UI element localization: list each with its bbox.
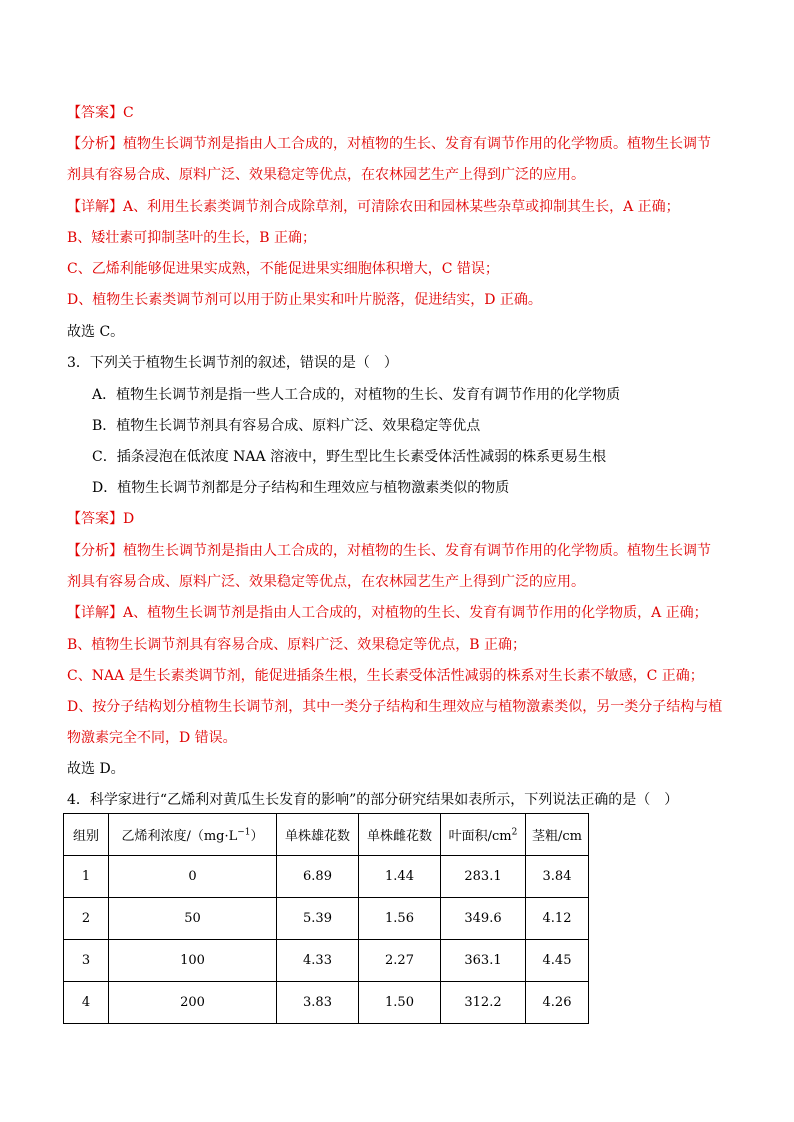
option-a: A．植物生长调节剂是指一些人工合成的，对植物的生长、发育有调节作用的化学物质 xyxy=(92,387,621,403)
header-concentration-exponent: −1 xyxy=(237,827,251,838)
header-leaf-area xyxy=(441,814,526,856)
detail-line: B、植物生长调节剂具有容易合成、原料广泛、效果稳定等优点，B 正确； xyxy=(67,637,527,653)
table-cell: 50 xyxy=(109,898,277,940)
table-cell: 0 xyxy=(109,856,277,898)
table-row xyxy=(64,982,589,1024)
header-concentration-close: ） xyxy=(250,829,264,844)
table-cell: 4.33 xyxy=(277,940,359,982)
table-cell: 6.89 xyxy=(277,856,359,898)
option-d: D．植物生长调节剂都是分子结构和生理效应与植物激素类似的物质 xyxy=(92,480,510,496)
table-row xyxy=(64,940,589,982)
option-b: B．植物生长调节剂具有容易合成、原料广泛、效果稳定等优点 xyxy=(92,418,481,434)
table-row xyxy=(64,856,589,898)
answer-label: 【答案】D xyxy=(67,511,135,527)
header-stem-diameter: 茎粗/cm xyxy=(526,814,589,856)
header-leaf-area-text: 叶面积/cm xyxy=(448,829,512,844)
table-cell: 1 xyxy=(64,856,109,898)
answer-label: 【答案】C xyxy=(67,105,134,121)
detail-line: B、矮壮素可抑制茎叶的生长，B 正确； xyxy=(67,230,317,246)
detail-line: C、NAA 是生长素类调节剂，能促进插条生根，生长素受体活性减弱的株系对生长素不敏感，C 正确； xyxy=(67,668,704,684)
question-stem: 4．科学家进行“乙烯利对黄瓜生长发育的影响”的部分研究结果如表所示，下列说法正确的是（ ） xyxy=(67,792,679,808)
header-group: 组别 xyxy=(64,814,109,856)
table-cell: 349.6 xyxy=(441,898,526,940)
table-cell: 100 xyxy=(109,940,277,982)
table-cell: 1.44 xyxy=(359,856,441,898)
conclusion-line: 故选 C。 xyxy=(67,324,125,340)
table-cell: 4.26 xyxy=(526,982,589,1024)
header-female-flowers: 单株雌花数 xyxy=(359,814,441,856)
analysis-line: 【分析】植物生长调节剂是指由人工合成的，对植物的生长、发育有调节作用的化学物质。植物生长调节 xyxy=(67,136,711,152)
detail-line: 【详解】A、植物生长调节剂是指由人工合成的，对植物的生长、发育有调节作用的化学物质，A 正确； xyxy=(67,605,708,621)
question-stem: 3．下列关于植物生长调节剂的叙述，错误的是（ ） xyxy=(67,355,398,371)
table-cell: 1.56 xyxy=(359,898,441,940)
option-c: C．插条浸泡在低浓度 NAA 溶液中，野生型比生长素受体活性减弱的株系更易生根 xyxy=(92,449,607,465)
table-cell: 4.12 xyxy=(526,898,589,940)
table-cell: 283.1 xyxy=(441,856,526,898)
table-cell: 3 xyxy=(64,940,109,982)
detail-line: D、植物生长素类调节剂可以用于防止果实和叶片脱落，促进结实，D 正确。 xyxy=(67,292,542,308)
table-cell: 3.83 xyxy=(277,982,359,1024)
table-cell: 2.27 xyxy=(359,940,441,982)
detail-line: C、乙烯利能够促进果实成熟，不能促进果实细胞体积增大，C 错误； xyxy=(67,261,499,277)
conclusion-line: 故选 D。 xyxy=(67,761,125,777)
table-header-row xyxy=(64,814,589,856)
header-concentration-text: 乙烯利浓度/（mg·L xyxy=(121,829,238,844)
table-cell: 2 xyxy=(64,898,109,940)
results-table xyxy=(63,813,589,1024)
analysis-line: 剂具有容易合成、原料广泛、效果稳定等优点，在农林园艺生产上得到广泛的应用。 xyxy=(67,167,585,183)
table-cell: 363.1 xyxy=(441,940,526,982)
table-cell: 200 xyxy=(109,982,277,1024)
detail-line: 物激素完全不同，D 错误。 xyxy=(67,730,237,746)
table-cell: 3.84 xyxy=(526,856,589,898)
table-cell: 5.39 xyxy=(277,898,359,940)
header-concentration xyxy=(109,814,277,856)
table-row xyxy=(64,898,589,940)
analysis-line: 剂具有容易合成、原料广泛、效果稳定等优点，在农林园艺生产上得到广泛的应用。 xyxy=(67,574,585,590)
table-cell: 1.50 xyxy=(359,982,441,1024)
header-leaf-area-exponent: 2 xyxy=(511,827,518,838)
header-male-flowers: 单株雄花数 xyxy=(277,814,359,856)
analysis-line: 【分析】植物生长调节剂是指由人工合成的，对植物的生长、发育有调节作用的化学物质。植物生长调节 xyxy=(67,543,711,559)
detail-line: D、按分子结构划分植物生长调节剂，其中一类分子结构和生理效应与植物激素类似，另一类分子结构与植 xyxy=(67,699,723,715)
table-cell: 4 xyxy=(64,982,109,1024)
table-cell: 4.45 xyxy=(526,940,589,982)
table-cell: 312.2 xyxy=(441,982,526,1024)
detail-line: 【详解】A、利用生长素类调节剂合成除草剂，可清除农田和园林某些杂草或抑制其生长，A 正确； xyxy=(67,199,680,215)
